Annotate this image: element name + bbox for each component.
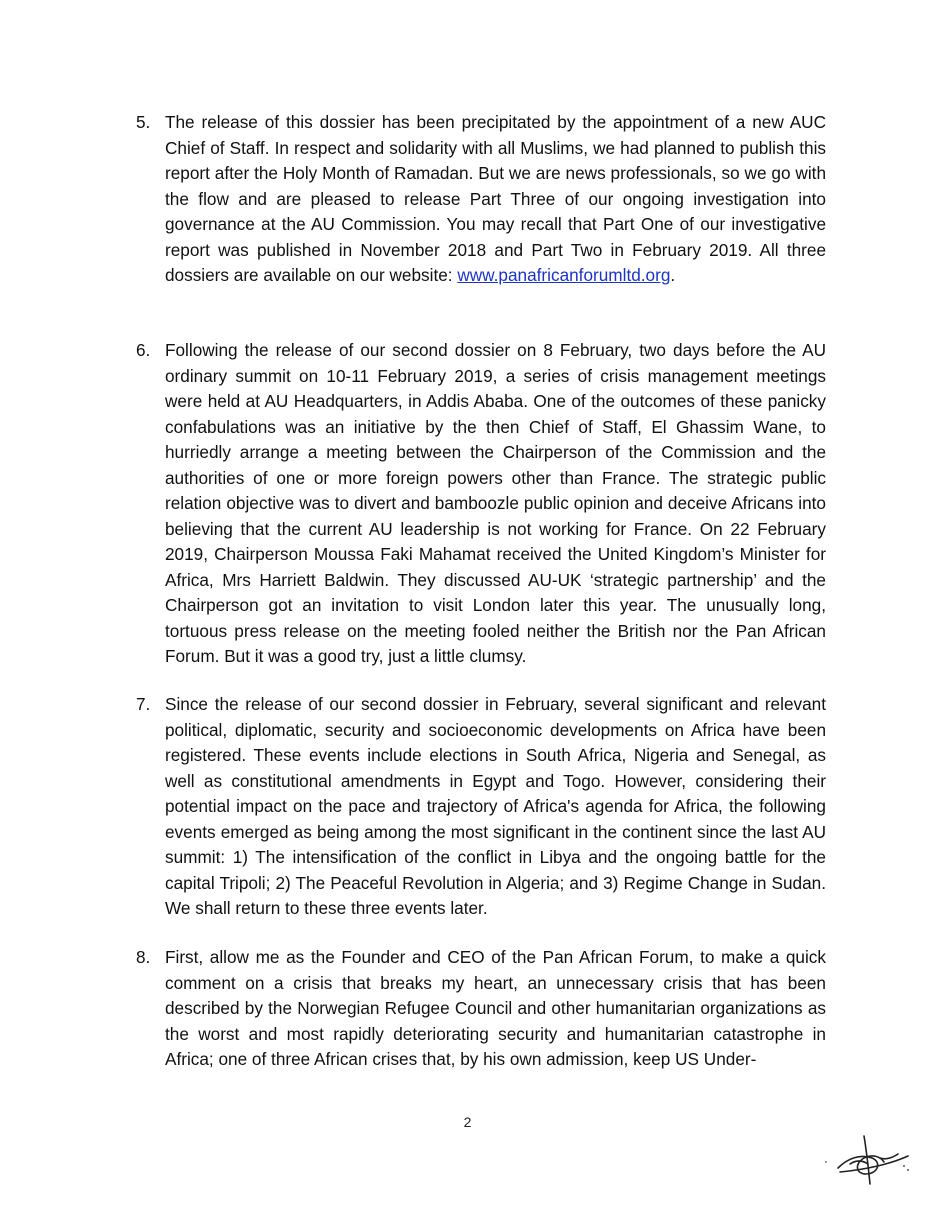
paragraph-text: The release of this dossier has been precipitated by the appointment of a new AUC Chief of Staff. In respect and solidarity with all Muslims, we had planned to publish this report after the Holy Month of Ramadan. But we are news professionals, so we go with the flow and are pleased to release Part Three of our ongoing investigation into governance at the AU Commission. You may recall that Part One of our investigative report was published in November 2018 and Part Two in February 2019. All three dossiers are available on our website: <box>165 112 826 285</box>
paragraph-text: First, allow me as the Founder and CEO of the Pan African Forum, to make a quick comment on a crisis that breaks my heart, an unnecessary crisis that has been described by the Norwegian Refugee Council and other humanitarian organizations as the worst and most rapidly deteriorating security and humanitarian catastrophe in Africa; one of three African crises that, by his own admission, keep US Under- <box>165 947 826 1069</box>
paragraph-number: 7. <box>136 694 151 714</box>
website-link[interactable]: www.panafricanforumltd.org <box>457 265 671 285</box>
paragraph-number: 6. <box>136 340 151 360</box>
paragraph-number: 5. <box>136 112 151 132</box>
page-number: 2 <box>463 1114 472 1130</box>
link-punctuation: . <box>670 265 676 285</box>
paragraph-text: Following the release of our second dossier on 8 February, two days before the AU ordinary summit on 10-11 February 2019, a series of crisis management meetings were held at AU Headquarters, in Addis Ababa. One of the outcomes of these panicky confabulations was an initiative by the then Chief of Staff, El Ghassim Wane, to hurriedly arrange a meeting between the Chairperson of the Commission and the authorities of one or more foreign powers other than France. The strategic public relation objective was to divert and bamboozle public opinion and deceive Africans into believing that the current AU leadership is not working for France. On 22 February 2019, Chairperson Moussa Faki Mahamat received the United Kingdom’s Minister for Africa, Mrs Harriett Baldwin. They discussed AU-UK ‘strategic partnership’ and the Chairperson got an invitation to visit London later this year. The unusually long, tortuous press release on the meeting fooled neither the British nor the Pan African Forum. But it was a good try, just a little clumsy. <box>165 340 826 666</box>
paragraph-text: Since the release of our second dossier in February, several significant and relevant political, diplomatic, security and socioeconomic developments on Africa have been registered. These events include elections in South Africa, Nigeria and Senegal, as well as constitutional amendments in Egypt and Togo. However, considering their potential impact on the pace and trajectory of Africa's agenda for Africa, the following events emerged as being among the most significant in the continent since the last AU summit: 1) The intensification of the conflict in Libya and the ongoing battle for the capital Tripoli; 2) The Peaceful Revolution in Algeria; and 3) Regime Change in Sudan. We shall return to these three events later. <box>165 694 826 918</box>
paragraph-number: 8. <box>136 947 151 967</box>
signature-icon <box>820 1128 920 1188</box>
